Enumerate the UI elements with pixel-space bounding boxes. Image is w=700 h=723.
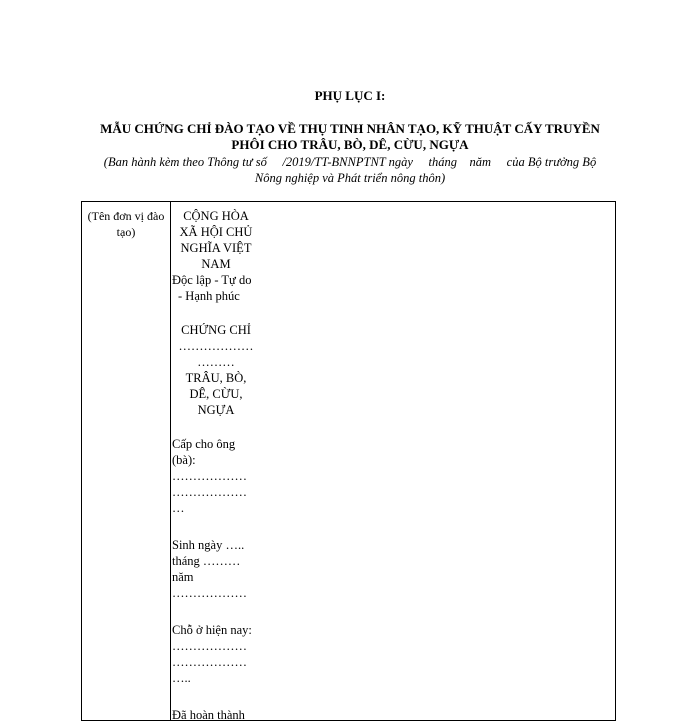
certificate-content [172, 208, 260, 723]
national-motto [172, 272, 260, 304]
motto-line: - Hạnh phúc [178, 289, 240, 303]
issued-to-label: Cấp cho ông [172, 437, 236, 451]
species-line: DÊ, CỪU, [189, 387, 243, 401]
dots-line: ……………… [178, 339, 254, 353]
republic-name [172, 208, 260, 272]
issued-note [70, 154, 630, 186]
republic-line: NAM [201, 257, 231, 271]
heading-line-2: PHÔI CHO TRÂU, BÒ, DÊ, CỪU, NGỰA [231, 137, 469, 152]
issued-note-line-1: (Ban hành kèm theo Thông tư số /2019/TT-BNNPTNT ngày tháng năm của Bộ trưởng Bộ [103, 155, 597, 169]
republic-line: NGHĨA VIỆT [180, 241, 252, 255]
issued-to-label: (bà): [172, 453, 196, 467]
issued-to-dots: ……………… [172, 469, 247, 483]
dob-line: năm [172, 570, 194, 584]
species-line: NGỰA [197, 403, 235, 417]
dob-line: Sinh ngày ….. [172, 538, 245, 552]
issued-note-line-2: Nông nghiệp và Phát triển nông thôn) [254, 171, 446, 185]
column-divider [170, 201, 171, 721]
species-line: TRÂU, BÒ, [185, 371, 247, 385]
address-dots: ….. [172, 671, 191, 685]
org-name-placeholder: (Tên đơn vị đào tạo) [87, 209, 165, 239]
certificate-label: CHỨNG CHỈ [181, 323, 251, 337]
address-label: Chỗ ở hiện nay: [172, 623, 252, 637]
motto-line: Độc lập - Tự do [172, 273, 252, 287]
date-of-birth-field [172, 537, 260, 601]
address-field [172, 622, 260, 686]
republic-line: CỘNG HÒA [183, 209, 249, 223]
certificate-frame [81, 201, 616, 721]
completed-label: Đã hoàn thành [172, 708, 245, 722]
address-dots: ……………… [172, 655, 247, 669]
species-list [172, 370, 260, 418]
dots-line: ……… [197, 355, 235, 369]
issued-to-dots: ……………… [172, 485, 247, 499]
republic-line: XÃ HỘI CHỦ [179, 225, 253, 239]
appendix-title: PHỤ LỤC I: [314, 88, 386, 103]
dob-line: ……………… [172, 586, 247, 600]
heading-line-1: MẪU CHỨNG CHỈ ĐÀO TẠO VỀ THỤ TINH NHÂN TẠO, KỸ THUẬT CẤY TRUYỀN [100, 121, 600, 136]
issued-to-field [172, 436, 260, 516]
dob-line: tháng ……… [172, 554, 241, 568]
certificate-dots [172, 338, 260, 370]
address-dots: ……………… [172, 639, 247, 653]
document-heading [70, 121, 630, 153]
issued-to-dots: … [172, 501, 185, 515]
